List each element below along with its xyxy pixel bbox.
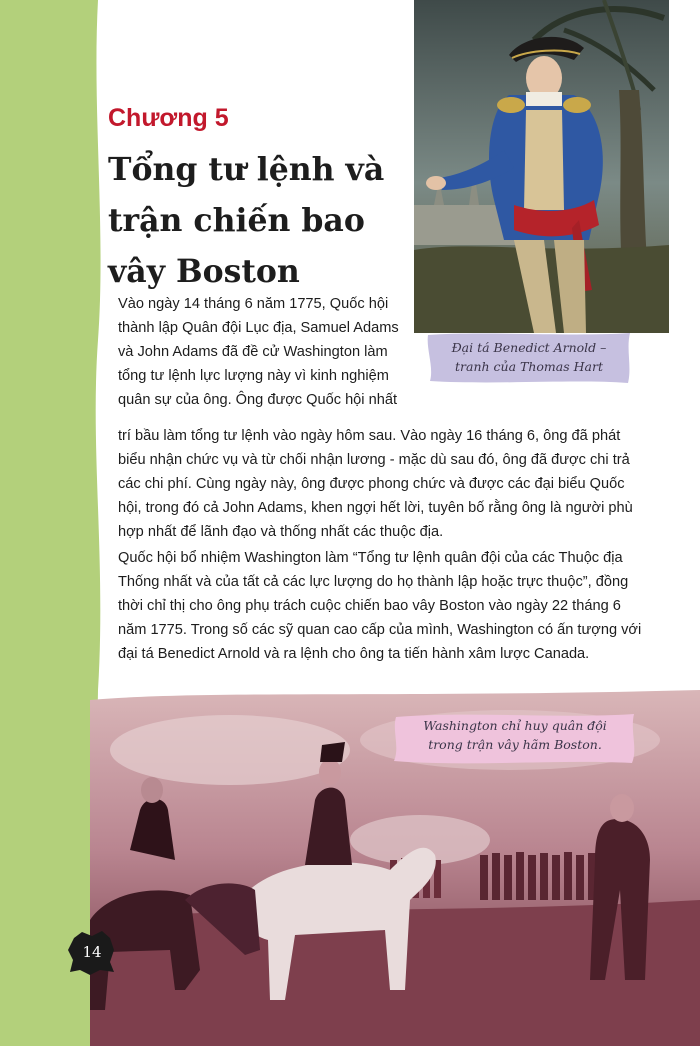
scene-caption-line2: trong trận vây hãm Boston. [428,737,602,752]
paragraph-1-part-1: Vào ngày 14 tháng 6 năm 1775, Quốc hội thành lập Quân đội Lục địa, Samuel Adams và John Adams đã đề cử Washington làm tổng tư lệnh lực lượng này vì kinh nghiệm quân sự của ông. Ông được Quốc hội nhất [118,296,399,408]
chapter-title: Tổng tư lệnh và trận chiến bao vây Boston [108,151,385,290]
portrait-painting [414,0,669,333]
scene-caption-line1: Washington chỉ huy quân đội [423,718,607,733]
portrait-caption-line1: Đại tá Benedict Arnold – [451,340,607,355]
portrait-caption-line2: tranh của Thomas Hart [455,359,603,374]
chapter-label: Chương 5 [108,104,229,132]
page-number: 14 [82,943,102,961]
paragraph-2: Quốc hội bổ nhiệm Washington làm “Tổng tư lệnh quân đội của các Thuộc địa Thống nhất và của tất cả các lực lượng do họ thành lập hoặc trực thuộc”, đồng thời chỉ thị cho ông phụ trách cuộc chiến bao vây Boston vào ngày 22 tháng 6 năm 1775. Trong số các sỹ quan cao cấp của mình, Washington có ấn tượng với đại tá Benedict Arnold và ra lệnh cho ông ta tiến hành xâm lược Canada. [118,550,642,662]
page-number-badge [68,930,116,976]
scene-caption [390,711,640,767]
portrait-caption [424,331,634,386]
paragraph-1-part-2: trí bầu làm tổng tư lệnh vào ngày hôm sau. Vào ngày 16 tháng 6, ông đã phát biểu nhận chức vụ và từ chối nhận lương - mặc dù sau đó, ông đã được chi trả các chi phí. Cùng ngày này, ông được phong chức và được các đại biểu Quốc hội, trong đó cả John Adams, khen ngợi hết lời, tuyên bố rằng ông là người phù hợp nhất để lãnh đạo và thống nhất các thuộc địa. [118,428,633,540]
